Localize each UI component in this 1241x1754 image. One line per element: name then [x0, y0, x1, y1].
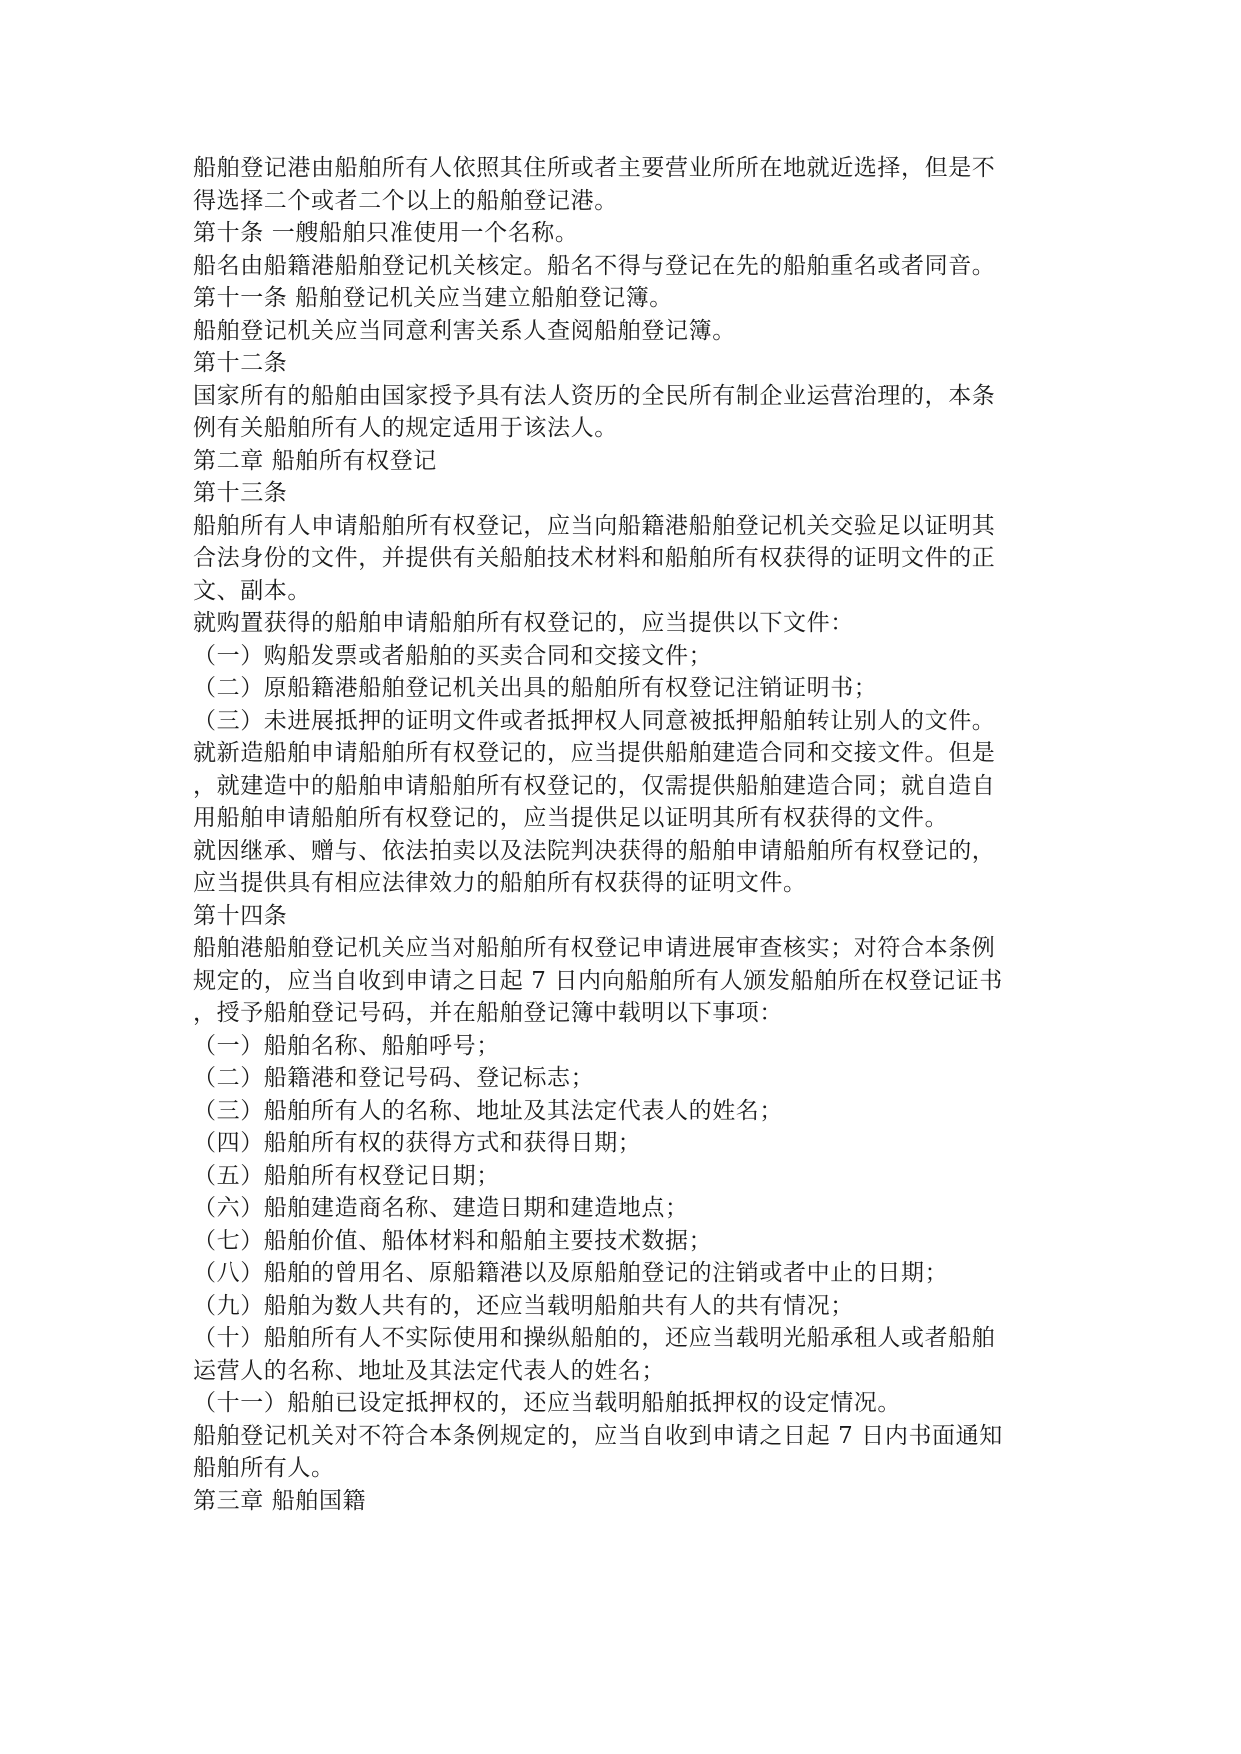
text-line: 船名由船籍港船舶登记机关核定。船名不得与登记在先的船舶重名或者同音。: [193, 252, 996, 279]
list-item: （八）船舶的曾用名、原船籍港以及原船舶登记的注销或者中止的日期；: [193, 1260, 949, 1286]
text-line: ，授予船舶登记号码，并在船舶登记簿中载明以下事项：: [193, 1000, 783, 1026]
text-line: 规定的，应当自收到申请之日起 7 日内向船舶所有人颁发船舶所在权登记证书: [193, 967, 1003, 994]
text-line: 应当提供具有相应法律效力的船舶所有权获得的证明文件。: [193, 870, 807, 896]
text-line: 例有关船舶所有人的规定适用于该法人。: [193, 415, 618, 441]
text-line: 船舶港船舶登记机关应当对船舶所有权登记申请进展审查核实；对符合本条例: [193, 935, 996, 961]
list-item: （一）购船发票或者船舶的买卖合同和交接文件；: [193, 642, 713, 669]
list-item: （四）船舶所有权的获得方式和获得日期；: [193, 1130, 642, 1156]
list-item: （二）原船籍港船舶登记机关出具的船舶所有权登记注销证明书；: [193, 675, 878, 701]
text-line: 国家所有的船舶由国家授予具有法人资历的全民所有制企业运营治理的，本条: [193, 382, 996, 409]
text-line: 就购置获得的船舶申请船舶所有权登记的，应当提供以下文件：: [193, 610, 854, 636]
text-line: 合法身份的文件，并提供有关船舶技术材料和船舶所有权获得的证明文件的正: [193, 545, 996, 571]
article-heading: 第十四条: [193, 902, 288, 929]
list-item: （三）未进展抵押的证明文件或者抵押权人同意被抵押船舶转让别人的文件。: [193, 707, 996, 734]
article-heading: 第十三条: [193, 480, 288, 506]
list-item: （七）船舶价值、船体材料和船舶主要技术数据；: [193, 1227, 713, 1254]
text-line: 就新造船舶申请船舶所有权登记的，应当提供船舶建造合同和交接文件。但是: [193, 740, 996, 766]
list-item: （五）船舶所有权登记日期；: [193, 1162, 500, 1189]
text-line: 就因继承、赠与、依法拍卖以及法院判决获得的船舶申请船舶所有权登记的，: [193, 837, 996, 864]
list-item: （十）船舶所有人不实际使用和操纵船舶的，还应当载明光船承租人或者船舶: [193, 1325, 996, 1351]
article-heading: 第十条 一艘船舶只准使用一个名称。: [193, 220, 579, 246]
text-line: 得选择二个或者二个以上的船舶登记港。: [193, 187, 618, 214]
text-line: 船舶所有人。: [193, 1455, 335, 1481]
list-item: （一）船舶名称、船舶呼号；: [193, 1032, 500, 1059]
text-line: 船舶所有人申请船舶所有权登记，应当向船籍港船舶登记机关交验足以证明其: [193, 512, 996, 539]
list-item: （三）船舶所有人的名称、地址及其法定代表人的姓名；: [193, 1097, 783, 1124]
text-line: 船舶登记机关对不符合本条例规定的，应当自收到申请之日起 7 日内书面通知: [193, 1422, 1003, 1449]
article-heading: 第十二条: [193, 350, 288, 376]
list-item: （九）船舶为数人共有的，还应当载明船舶共有人的共有情况；: [193, 1292, 854, 1319]
list-item: （十一）船舶已设定抵押权的，还应当载明船舶抵押权的设定情况。: [193, 1390, 901, 1416]
text-line: 船舶登记机关应当同意利害关系人查阅船舶登记簿。: [193, 317, 736, 344]
text-line: 用船舶申请船舶所有权登记的，应当提供足以证明其所有权获得的文件。: [193, 805, 949, 831]
text-line: 船舶登记港由船舶所有人依照其住所或者主要营业所所在地就近选择，但是不: [193, 155, 996, 181]
text-line: ，就建造中的船舶申请船舶所有权登记的，仅需提供船舶建造合同；就自造自: [193, 772, 996, 799]
text-line: 文、副本。: [193, 577, 311, 604]
chapter-heading: 第二章 船舶所有权登记: [193, 447, 437, 474]
list-item: （二）船籍港和登记号码、登记标志；: [193, 1065, 595, 1091]
document-page: [193, 152, 1063, 1517]
chapter-heading: 第三章 船舶国籍: [193, 1487, 367, 1514]
list-item: （六）船舶建造商名称、建造日期和建造地点；: [193, 1195, 689, 1221]
article-heading: 第十一条 船舶登记机关应当建立船舶登记簿。: [193, 285, 673, 311]
list-item: 运营人的名称、地址及其法定代表人的姓名；: [193, 1357, 665, 1384]
